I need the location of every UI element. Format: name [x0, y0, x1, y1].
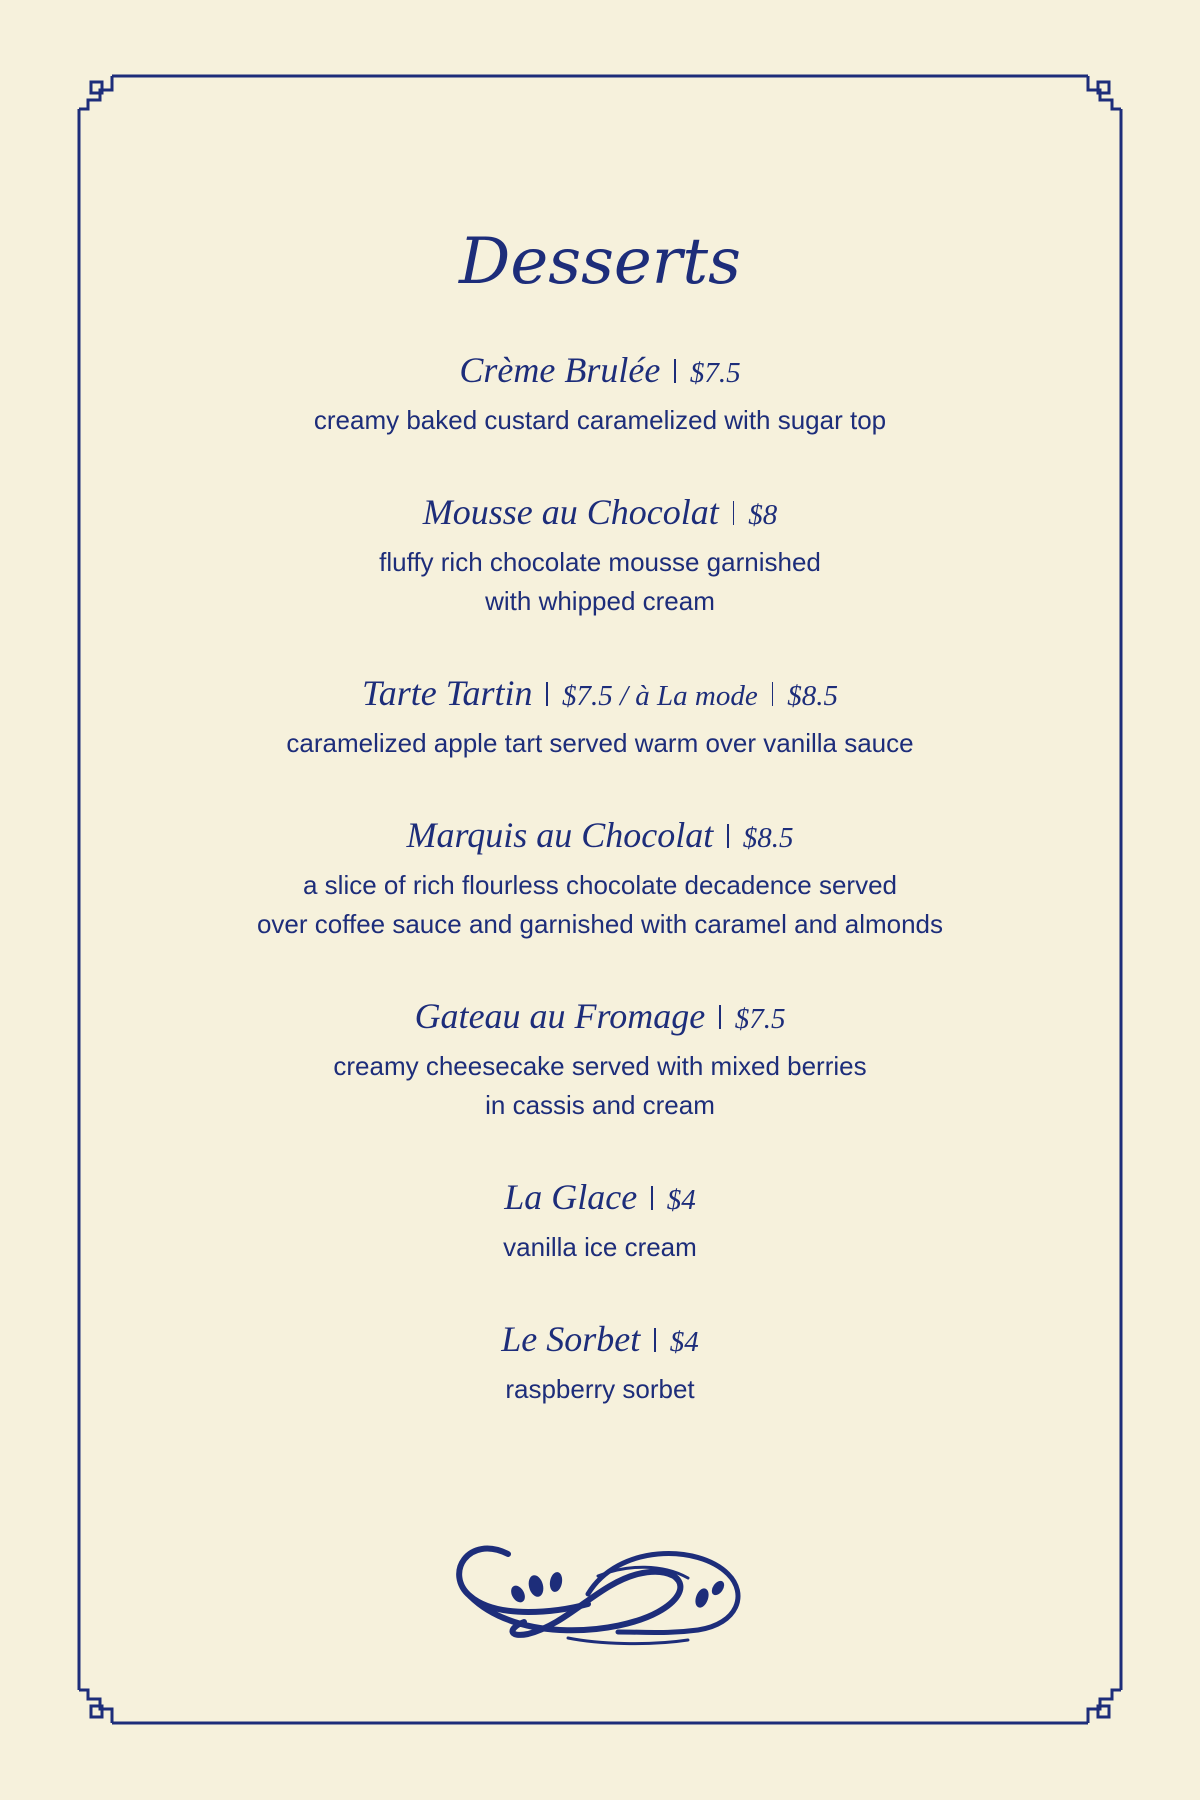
item-name: La Glace [504, 1177, 638, 1217]
menu-item-mousse-au-chocolat [0, 484, 1200, 621]
menu-item-le-sorbet [0, 1311, 1200, 1409]
item-price-a-la-mode: $8.5 [787, 680, 838, 712]
item-price: $7.5 [689, 357, 741, 389]
divider [654, 1328, 656, 1352]
item-description: creamy cheesecake served with mixed berries [333, 1051, 867, 1081]
item-name: Marquis au Chocolat [406, 815, 714, 855]
divider [651, 1186, 653, 1210]
item-description: creamy baked custard caramelized with sugar top [313, 405, 887, 435]
menu-item-marquis-au-chocolat [0, 807, 1200, 944]
item-description: vanilla ice cream [503, 1232, 697, 1262]
menu-item-la-glace [0, 1169, 1200, 1267]
item-description: a slice of rich flourless chocolate decadence served [303, 870, 897, 900]
item-description: fluffy rich chocolate mousse garnished [379, 547, 821, 577]
flourish-ornament-icon [448, 1534, 752, 1654]
divider [674, 359, 676, 383]
item-description-line2: with whipped cream [485, 586, 715, 616]
item-name: Mousse au Chocolat [422, 492, 719, 532]
item-price: $7.5 / à La mode [561, 680, 758, 712]
item-description-line2: over coffee sauce and garnished with caramel and almonds [256, 909, 944, 939]
item-price: $8 [748, 499, 778, 531]
item-description-line2: in cassis and cream [485, 1090, 715, 1120]
item-name: Le Sorbet [501, 1319, 641, 1359]
menu-item-gateau-au-fromage [0, 988, 1200, 1125]
divider [546, 682, 548, 706]
menu-item-tarte-tartin [0, 665, 1200, 763]
item-price: $8.5 [742, 822, 794, 854]
divider [733, 501, 735, 525]
dessert-list [0, 342, 1200, 1453]
item-price: $4 [669, 1326, 699, 1358]
menu-title: Desserts [459, 225, 741, 299]
item-description: caramelized apple tart served warm over vanilla sauce [286, 728, 914, 758]
item-name: Gateau au Fromage [414, 996, 706, 1036]
divider [772, 682, 774, 706]
divider [719, 1005, 721, 1029]
item-name: Tarte Tartin [362, 673, 533, 713]
item-description: raspberry sorbet [505, 1374, 695, 1404]
item-price: $4 [666, 1184, 696, 1216]
item-price: $7.5 [734, 1003, 786, 1035]
divider [727, 824, 729, 848]
menu-item-creme-brulee [0, 342, 1200, 440]
item-name: Crème Brulée [459, 350, 661, 390]
